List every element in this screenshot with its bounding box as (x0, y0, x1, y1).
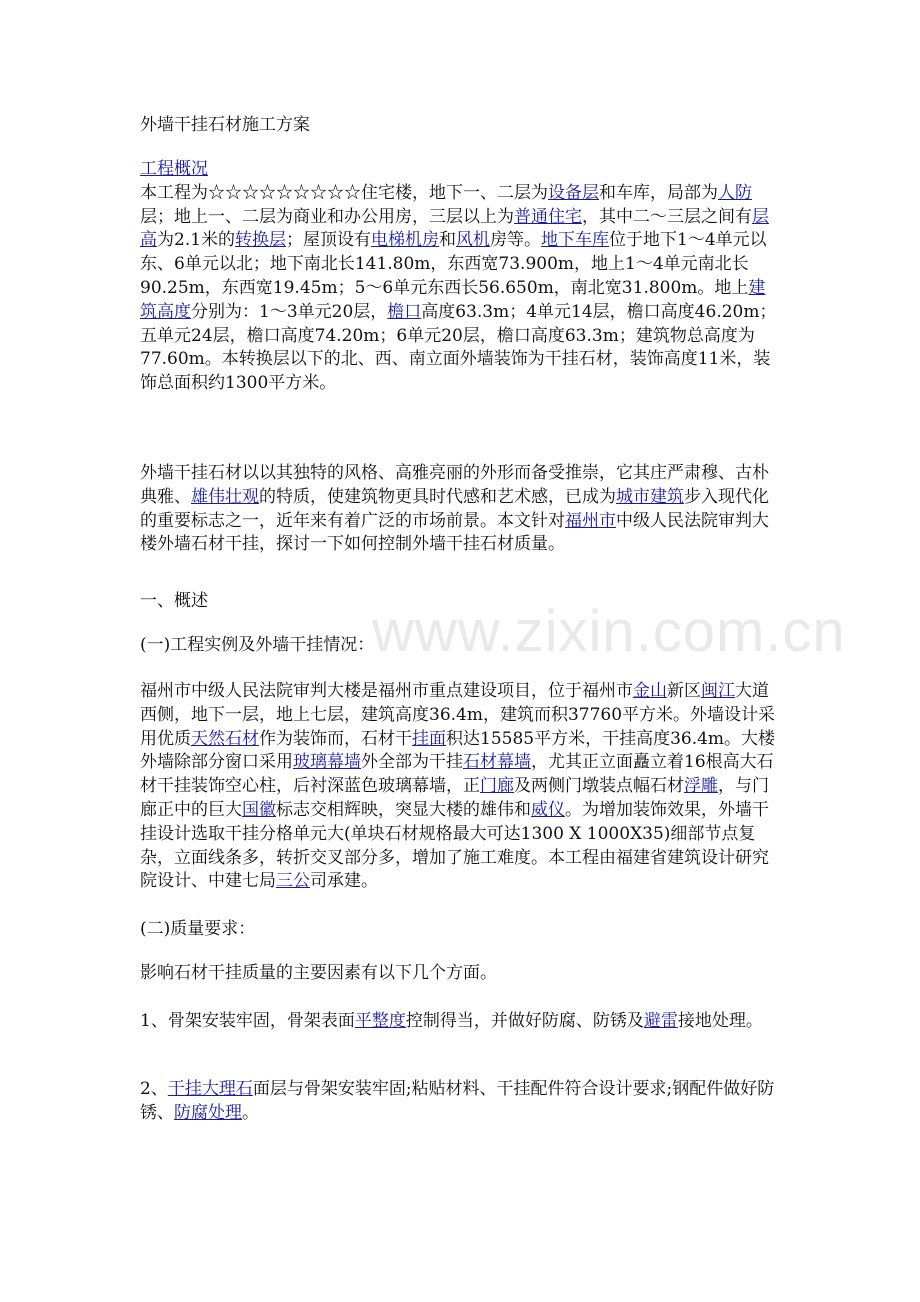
link-dignity[interactable]: 威仪 (531, 799, 565, 820)
link-elevator-room[interactable]: 电梯机房 (371, 230, 440, 251)
link-urban-architecture[interactable]: 城市建筑 (616, 486, 684, 507)
link-hanging-surface[interactable]: 挂面 (412, 728, 446, 749)
link-floor-height[interactable]: 层高 (140, 206, 769, 251)
link-jinshan[interactable]: 金山 (633, 681, 667, 701)
link-ordinary-residence[interactable]: 普通住宅 (514, 206, 582, 227)
link-glass-curtain-wall[interactable]: 玻璃幕墙 (293, 752, 361, 773)
intro-paragraph: 外墙干挂石材以以其独特的风格、高雅亮丽的外形而备受推崇，它其庄严肃穆、古朴典雅、雄伟壮观的特质，使建筑物更具时代感和艺术感，已成为城市建筑步入现代化的重要标志之一，近年来有着广泛的市场前景。本文针对福州市中级人民法院审判大楼外墙石材干挂，探讨一下如何控制外墙干挂石材质量。 (140, 463, 769, 555)
link-civil-defense[interactable]: 人防 (718, 182, 752, 203)
subsection-one-heading: (一)工程实例及外墙干挂情况： (140, 635, 375, 655)
link-building-height[interactable]: 建筑高度 (140, 277, 766, 322)
link-portico[interactable]: 门廊 (480, 776, 514, 797)
link-dry-hung-marble[interactable]: 干挂大理石 (167, 1079, 253, 1099)
factors-intro: 影响石材干挂质量的主要因素有以下几个方面。 (140, 963, 497, 983)
link-third-company[interactable]: 三公 (276, 871, 310, 892)
watermark: www.zixin.com.cn (372, 599, 846, 664)
link-national-emblem[interactable]: 国徽 (242, 799, 276, 820)
link-equipment-floor[interactable]: 设备层 (548, 182, 599, 203)
link-fan[interactable]: 风机 (456, 230, 491, 251)
example-paragraph: 福州市中级人民法院审判大楼是福州市重点建设项目，位于福州市金山新区闽江大道西侧，地下一层，地上七层，建筑高度36.4m，建筑而积37760平方米。外墙设计采用优质天然石材作为装饰而，石材干挂面积达15585平方米，干挂高度36.4m。大楼外墙除部分窗口采用玻璃幕墙外全部为干挂石材幕墙，尤其正立面矗立着16根高大石材干挂装饰空心柱，后衬深蓝色玻璃幕墙，正门廊及两侧门墩装点幅石材浮雕，与门廊正中的巨大国徽标志交相辉映，突显大楼的雄伟和威仪。为增加装饰效果，外墙干挂设计选取干挂分格单元大(单块石材规格最大可达1300 X 1000X35)细部节点复杂，立面线条多，转折交叉部分多，增加了施工难度。本工程由福建省建筑设计研究院设计、中建七局三公司承建。 (140, 681, 776, 892)
link-magnificent[interactable]: 雄伟壮观 (191, 486, 259, 507)
overview-paragraph: 工程概况 本工程为☆☆☆☆☆☆☆☆☆住宅楼，地下一、二层为设备层和车库，局部为人防层；地上一、二层为商业和办公用房，三层以上为普通住宅，其中二～三层之间有层高为2.1米的转换层；屋顶设有电梯机房和风机房等。地下车库位于地下1～4单元以东、6单元以北；地下南北长141.80m，东西宽73.900m，地上1～4单元南北长90.25m，东西宽19.45m；5～6单元东西长56.650m，南北宽31.800m。地上建筑高度分别为：1～3单元20层，檐口高度63.3m；4单元14层，檐口高度46.20m；五单元24层，檐口高度74.20m；6单元20层，檐口高度63.3m；建筑物总高度为77.60m。本转换层以下的北、西、南立面外墙装饰为干挂石材，装饰高度11米，装饰总面积约1300平方米。 (140, 159, 777, 394)
link-relief[interactable]: 浮雕 (684, 776, 718, 797)
link-fuzhou-city[interactable]: 福州市 (565, 510, 616, 531)
link-minjiang[interactable]: 闽江 (701, 681, 735, 701)
link-stone-curtain-wall[interactable]: 石材幕墙 (463, 752, 531, 773)
link-lightning-protection[interactable]: 避雷 (643, 1011, 678, 1031)
link-anticorrosion[interactable]: 防腐处理 (174, 1102, 242, 1123)
link-flatness[interactable]: 平整度 (354, 1011, 406, 1031)
link-natural-stone[interactable]: 天然石材 (191, 728, 259, 749)
list-item: 2、干挂大理石面层与骨架安装牢固;粘贴材料、干挂配件符合设计要求;钢配件做好防锈、防腐处理。 (140, 1079, 775, 1123)
link-eaves[interactable]: 檐口 (387, 301, 422, 322)
list-item: 1、骨架安装牢固，骨架表面平整度控制得当，并做好防腐、防锈及避雷接地处理。 (140, 1011, 763, 1031)
overview-heading-link[interactable]: 工程概况 (140, 159, 208, 179)
section-one-heading: 一、概述 (140, 591, 208, 611)
link-underground-garage[interactable]: 地下车库 (541, 230, 610, 251)
subsection-two-heading: (二)质量要求： (140, 919, 256, 939)
document-title: 外墙干挂石材施工方案 (140, 115, 310, 135)
link-transfer-floor[interactable]: 转换层 (235, 230, 287, 251)
